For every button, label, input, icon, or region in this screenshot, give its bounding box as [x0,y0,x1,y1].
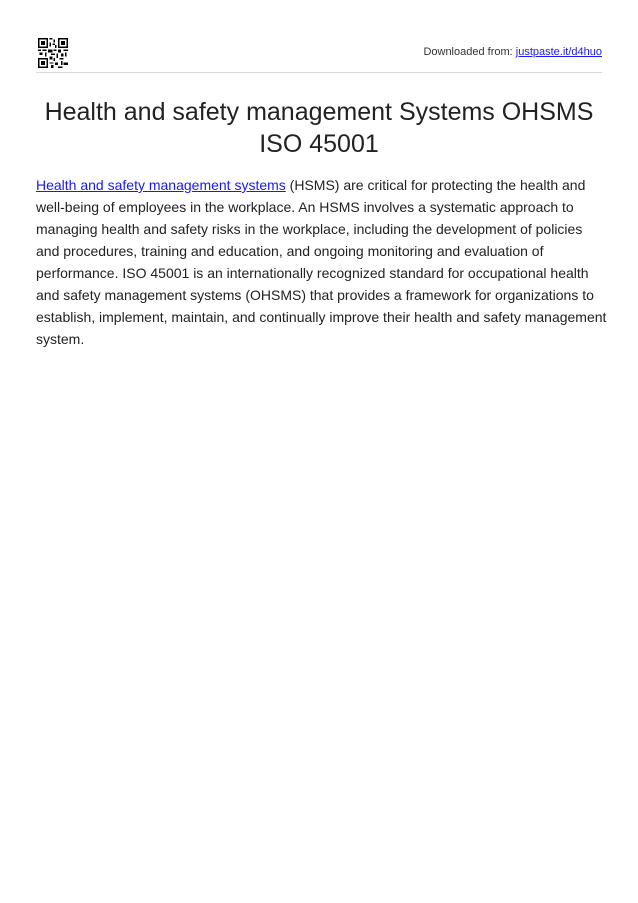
body-text: (HSMS) are critical for protecting the health and well-being of employees in the workplace. An HSMS involves a systematic approach to managing health and safety risks in the workplace, including the development of policies and procedures, training and education, and ongoing monitoring and evaluation of performance. ISO 45001 is an internationally recognized standard for occupational health and safety management systems (OHSMS) that provides a framework for organizations to establish, implement, maintain, and continually improve their health and safety management system. [36,177,607,347]
hsms-link[interactable]: Health and safety management systems [36,177,286,193]
body-paragraph [36,174,608,350]
page-title: Health and safety management Systems OHSMS ISO 45001 [44,98,594,158]
download-source [423,46,602,58]
download-prefix: Downloaded from: [423,46,516,58]
header-divider [36,72,602,73]
download-link[interactable]: justpaste.it/d4huo [515,46,602,58]
qr-code-icon [38,38,68,68]
page-header [36,36,602,72]
